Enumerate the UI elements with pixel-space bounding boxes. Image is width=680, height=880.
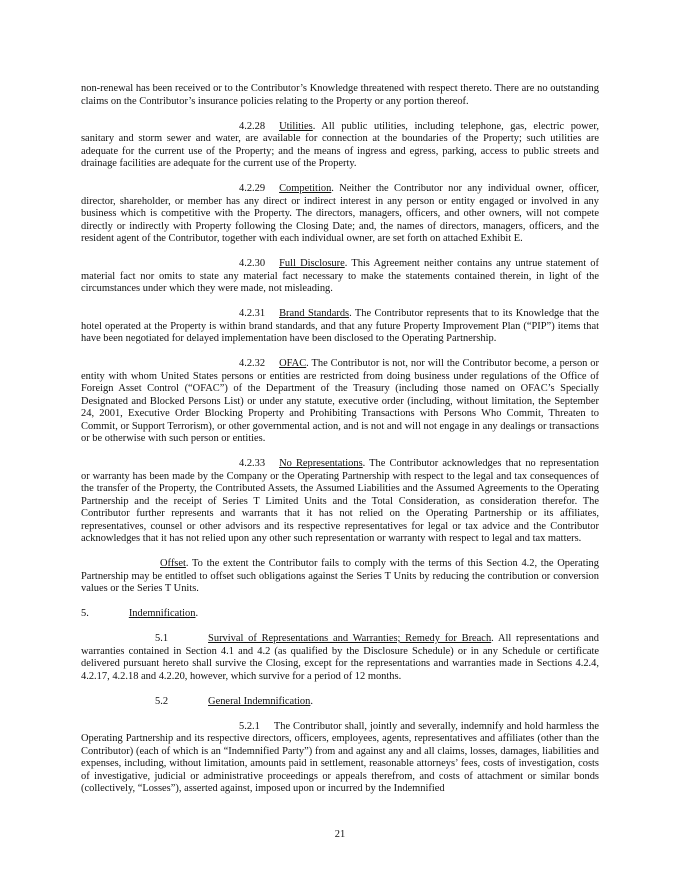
section-4-2-31	[81, 308, 599, 346]
section-4-2-32	[81, 358, 599, 446]
section-5-2-heading	[81, 696, 599, 709]
section-body: . The Contributor acknowledges that no representation or warranty has been made by the Company or the Operating Partnership with respect to the legal and tax consequences of the transfer of the Property, the Contributed Assets, the Assumed Liabilities and the Assumed Agreements to the Operating Partnership and the receipt of Series T Limited Units and the Total Consideration, as consideration therefor. The Contributor further represents and warrants that it has not relied on the Operating Partnership or its affiliates, representatives, counsel or other advisors and its respective representatives for legal or tax advice and the Contributor acknowledges that it has not relied upon any other such representation or warranty with respect to legal and tax matters.	[81, 458, 599, 544]
section-body: The Contributor shall, jointly and severally, indemnify and hold harmless the Operating Partnership and its respective directors, officers, employees, agents, representatives and affiliates (other than the Contributor) (each of which is an “Indemnified Party”) from and against any and all claims, losses, damages, liabilities and expenses, including, without limitation, amounts paid in settlement, reasonable attorneys’ fees, costs of investigation, costs of investigative, judicial or administrative proceedings or appeals therefrom, and costs of attachment or similar bonds (collectively, “Losses”), asserted against, imposed upon or incurred by the Indemnified	[81, 720, 599, 794]
section-title-period: .	[195, 608, 199, 619]
section-title: No Representations	[279, 458, 363, 469]
section-number: 5.2	[155, 695, 169, 707]
section-number: 5.1	[155, 633, 169, 644]
section-title: Indemnification	[128, 608, 196, 619]
section-4-2-30	[81, 258, 599, 296]
section-4-2-28	[81, 121, 599, 171]
section-title: Brand Standards	[279, 308, 350, 319]
section-body: . All representations and warranties contained in Section 4.1 and 4.2 (as qualified by the Disclosure Schedule) or in any Schedule or certificate delivered pursuant hereto shall survive the Closing, except for the representations and warranties made in Sections 4.2.4, 4.2.17, 4.2.18 and 4.2.20, however, which survive for a period of 12 months.	[81, 633, 600, 682]
page-number: 21	[334, 829, 346, 840]
section-body: . All public utilities, including telephone, gas, electric power, sanitary and storm sewer and water, are available for connection at the boundaries of the Property; such utilities are adequate for the current use of the Property; and the means of ingress and egress, parking, access to public streets and drainage facilities are adequate for the current use of the Property.	[81, 120, 599, 169]
section-offset	[81, 558, 599, 596]
section-5-heading	[81, 608, 599, 621]
section-body: . The Contributor represents that to its Knowledge that the hotel operated at the Property is within brand standards, and that any future Property Improvement Plan (“PIP”) items that have been negotiated for delayed implementation have been disclosed to the Operating Partnership.	[81, 308, 599, 344]
section-number: 4.2.32	[239, 358, 266, 369]
paragraph-text: non-renewal has been received or to the Contributor’s Knowledge threatened with respect thereto. There are no outstanding claims on the Contributor’s insurance policies relating to the Property or any portion thereof.	[81, 83, 599, 107]
section-title: Utilities	[279, 120, 313, 132]
section-title: Full Disclosure	[279, 258, 345, 269]
section-5-1	[81, 633, 599, 683]
section-number: 5.	[81, 608, 89, 619]
section-title: Competition	[279, 183, 332, 194]
section-title: General Indemnification	[208, 695, 311, 707]
section-body: . The Contributor is not, nor will the Contributor become, a person or entity with whom United States persons or entities are restricted from doing business under regulations of the Office of Foreign Asset Control (“OFAC”) of the Department of the Treasury (including those named on OFAC’s Specially Designated and Blocked Persons List) or under any statute, executive order (including, without limitation, the September 24, 2001, Executive Order Blocking Property and Prohibiting Transactions with Persons Who Commit, Threaten to Commit, or Support Terrorism), or other governmental action, and is not and will not engage in any dealings or transactions or be otherwise with such person or entities.	[81, 358, 599, 444]
section-title: Offset	[160, 558, 186, 569]
section-number: 4.2.30	[239, 258, 266, 269]
section-body: . Neither the Contributor nor any individual owner, officer, director, shareholder, or member has any direct or indirect interest in any person or entity engaged or involved in any business which is competitive with the Property. The directors, managers, officers, and other owners, will not compete directly or indirectly with Property following the Closing Date; and, the names of directors, managers, officers, and the resident agent of the Contributor, together with each individual owner, are set forth on attached Exhibit E.	[81, 183, 599, 244]
section-body: . This Agreement neither contains any untrue statement of material fact nor omits to state any material fact necessary to make the statements contained therein, in light of the circumstances under which they were made, not misleading.	[81, 258, 599, 294]
section-4-2-29	[81, 183, 599, 246]
section-body: . To the extent the Contributor fails to comply with the terms of this Section 4.2, the Operating Partnership may be entitled to offset such obligations against the Series T Units by reducing the contribution or conversion values or the Series T Units.	[81, 558, 599, 594]
section-number: 4.2.28	[239, 120, 266, 132]
section-title: Survival of Representations and Warranties; Remedy for Breach	[208, 633, 492, 644]
section-number: 4.2.29	[239, 183, 266, 194]
paragraph-continuation	[81, 83, 599, 108]
section-number: 4.2.33	[239, 458, 266, 469]
section-title-period: .	[310, 695, 313, 707]
section-title: OFAC	[279, 358, 307, 369]
section-number: 5.2.1	[239, 720, 260, 732]
section-4-2-33	[81, 458, 599, 546]
page-body	[81, 83, 599, 808]
section-number: 4.2.31	[239, 308, 266, 319]
section-5-2-1	[81, 721, 599, 796]
